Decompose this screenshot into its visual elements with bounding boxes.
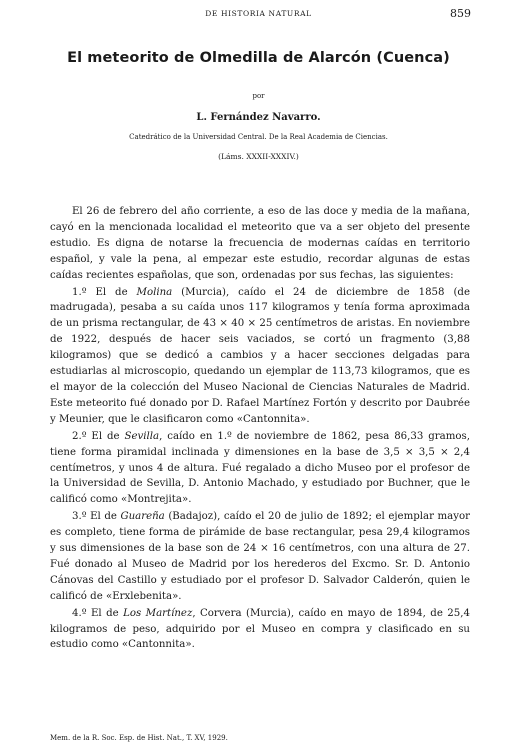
item-number: 1.º: [72, 286, 87, 298]
item-text: , caído en 1.º de noviembre de 1862, pesa 86,33 gramos, tiene forma piramidal inclinada y dimensiones en la base de 3,5 × 3,5 × 2,4 centímetros, y unos 4 de altura. Fué regalado a dicho Museo por el profesor de la Universidad de Sevilla, D. Antonio Machado, y estudiado por Buchner, que le calificó como «Montrejita».: [50, 430, 470, 506]
item-text: (Badajoz), caído el 20 de julio de 1892; el ejemplar mayor es completo, tiene forma de pirámide de base rectangular, pesa 29,4 kilogramos y sus dimensiones de la base son de 24 × 16 centímetros, con una altura de 27. Fué donado al Museo de Madrid por los herederos del Excmo. Sr. D. Antonio Cánovas del Castillo y estudiado por el profesor D. Salvador Calderón, quien le calificó de «Erxlebenita».: [50, 511, 471, 602]
item-text: , Corvera (Murcia), caído en mayo de 1894, de 25,4 kilogramos de peso, adquirido por el Museo en compra y clasificado en su estudio como «Cantonnita».: [50, 607, 470, 651]
item-text-before: El de: [91, 430, 120, 442]
author-affiliation: Catedrático de la Universidad Central. De la Real Academia de Ciencias.: [129, 133, 388, 141]
list-item-4: [50, 606, 470, 654]
list-item-2: [50, 429, 470, 509]
running-head-title: DE HISTORIA NATURAL: [205, 9, 312, 18]
item-text-before: El de: [95, 286, 128, 298]
item-number: 2.º: [72, 430, 87, 442]
author-name: L. Fernández Navarro.: [196, 112, 321, 123]
item-text-before: El de: [90, 511, 117, 523]
byline-prefix: por: [252, 92, 265, 100]
meteorite-name: Molina: [136, 286, 173, 298]
list-item-1: [50, 285, 470, 428]
article-title: El meteorito de Olmedilla de Alarcón (Cuenca): [67, 50, 450, 66]
meteorite-name: Los Martínez: [123, 607, 193, 619]
article-body: [50, 204, 470, 653]
item-text: (Murcia), caído el 24 de diciembre de 1858 (de madrugada), pesaba a su caída unos 117 kilogramos y tenía forma aproximada de un prisma rectangular, de 43 × 40 × 25 centímetros de aristas. En noviembre de 1922, después de hacer seis vaciados, se cortó un fragmento (3,88 kilogramos) que se dedicó a cambios y a hacer secciones delgadas para estudiarlas al microscopio, quedando un ejemplar de 113,73 kilogramos, que es el mayor de la colección del Museo Nacional de Ciencias Naturales de Madrid. Este meteorito fué donado por D. Rafael Martínez Fortón y descrito por Daubrée y Meunier, que le clasificaron como «Cantonnita».: [50, 286, 470, 425]
intro-paragraph: El 26 de febrero del año corriente, a eso de las doce y media de la mañana, cayó en la mencionada localidad el meteorito que va a ser objeto del presente estudio. Es digna de notarse la frecuencia de modernas caídas en territorio español, y vale la pena, al empezar este estudio, recordar algunas de estas caídas recientes españolas, que son, ordenadas por sus fechas, las siguientes:: [50, 206, 470, 281]
meteorite-name: Sevilla: [124, 430, 160, 442]
item-text-before: El de: [90, 607, 119, 619]
footer-citation: Mem. de la R. Soc. Esp. de Hist. Nat., T. XV, 1929.: [50, 734, 228, 742]
item-number: 3.º: [72, 511, 87, 523]
page-number: 859: [450, 7, 471, 20]
list-item-3: [50, 509, 470, 604]
meteorite-name: Guareña: [120, 511, 165, 523]
plates-reference: (Láms. XXXII-XXXIV.): [218, 152, 299, 161]
item-number: 4.º: [72, 607, 87, 619]
